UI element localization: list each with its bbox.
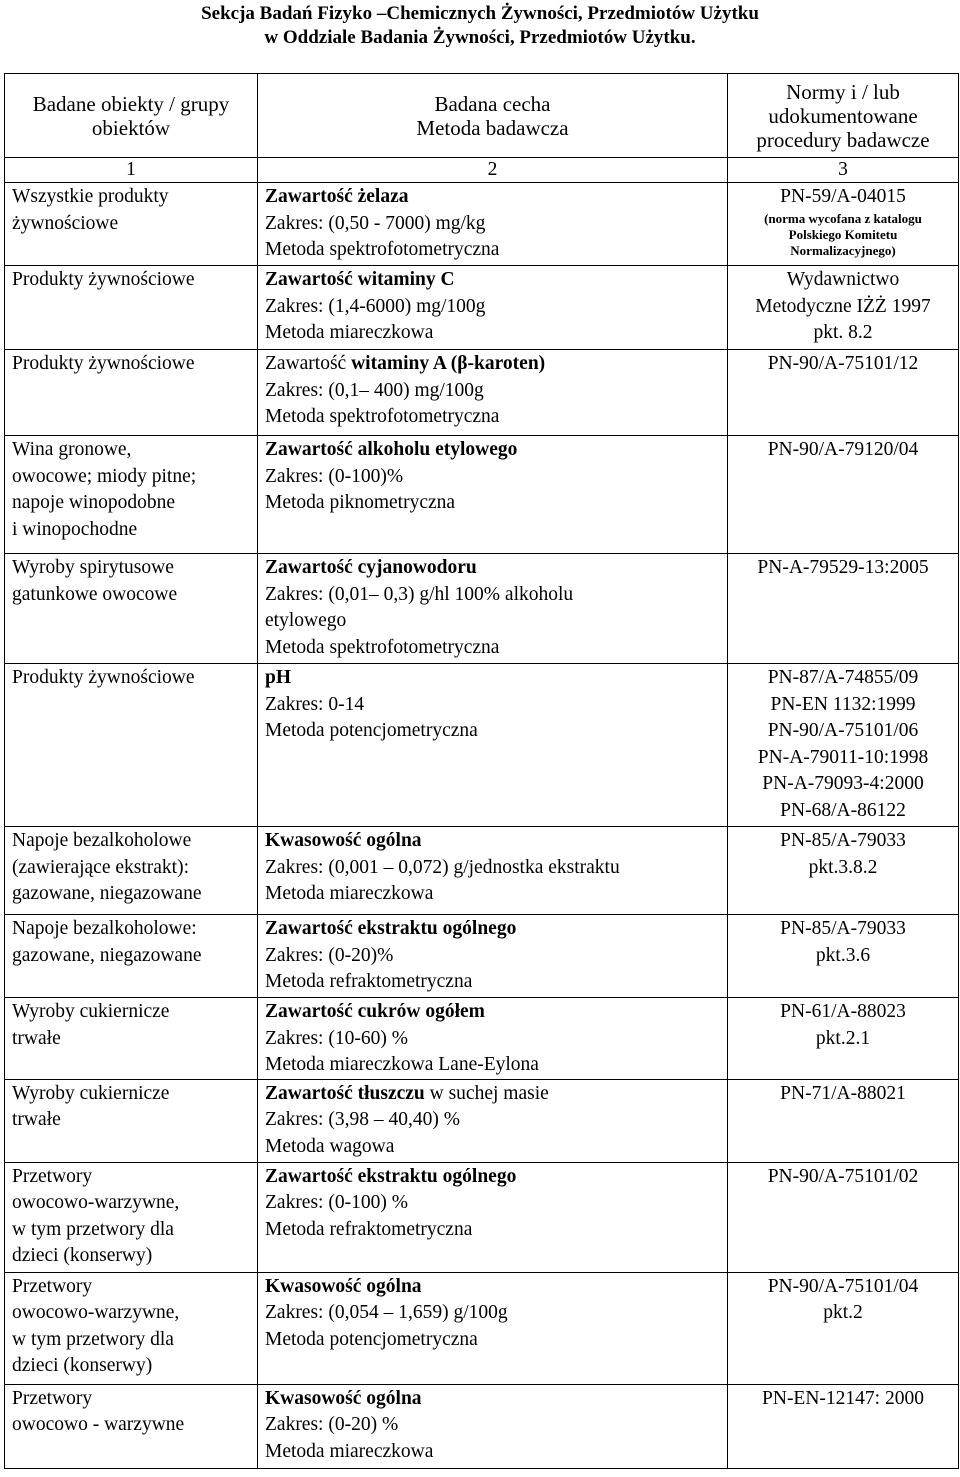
method-details: Zakres: (0-100)% Metoda piknometryczna — [265, 465, 456, 513]
feature-cell — [258, 1272, 728, 1384]
feature-cell — [258, 436, 728, 554]
norm-cell — [728, 183, 959, 266]
feature-cell — [258, 554, 728, 664]
table-row — [5, 436, 959, 554]
norm-reference: PN-90/A-79120/04 — [767, 439, 919, 460]
table-row — [5, 1162, 959, 1272]
object-cell: Przetwory owocowo-warzywne, w tym przetwory dla dzieci (konserwy) — [5, 1162, 258, 1272]
feature-bold: Zawartość żelaza — [265, 186, 409, 207]
method-details: Zakres: (0-100) % Metoda refraktometryczna — [265, 1192, 473, 1240]
column-number-1: 1 — [5, 158, 258, 183]
norm-reference: PN-61/A-88023 pkt.2.1 — [780, 1001, 906, 1049]
feature-cell — [258, 350, 728, 436]
header-feature-method: Badana cecha Metoda badawcza — [258, 74, 728, 158]
method-details: Zakres: (0,01– 0,3) g/hl 100% alkoholu etylowego Metoda spektrofotometryczna — [265, 583, 574, 658]
table-row — [5, 1384, 959, 1468]
title-line-1: Sekcja Badań Fizyko –Chemicznych Żywności, Przedmiotów Użytku — [201, 3, 759, 24]
feature-bold: pH — [265, 667, 292, 688]
feature-bold: Zawartość tłuszczu — [265, 1082, 425, 1104]
feature-name — [265, 828, 721, 855]
feature-bold: Zawartość witaminy C — [265, 269, 455, 290]
feature-cell — [258, 827, 728, 915]
method-details: Zakres: (10-60) % Metoda miareczkowa Lane-Eylona — [265, 1027, 539, 1075]
norm-reference: PN-90/A-75101/12 — [767, 353, 919, 374]
norm-cell — [728, 554, 959, 664]
norm-cell — [728, 1272, 959, 1384]
method-details: Zakres: (0,054 – 1,659) g/100g Metoda potencjometryczna — [265, 1302, 508, 1350]
feature-cell — [258, 998, 728, 1080]
table-row — [5, 827, 959, 915]
feature-cell — [258, 915, 728, 998]
method-details: Zakres: (0,50 - 7000) mg/kg Metoda spektrofotometryczna — [265, 212, 500, 260]
column-number-2: 2 — [258, 158, 728, 183]
object-cell: Wyroby cukiernicze trwałe — [5, 998, 258, 1080]
method-details: Zakres: (3,98 – 40,40) % Metoda wagowa — [265, 1109, 460, 1157]
feature-name — [265, 1164, 721, 1191]
feature-prefix: Zawartość — [265, 353, 352, 374]
feature-name — [265, 999, 721, 1026]
norm-cell — [728, 915, 959, 998]
feature-bold: Zawartość ekstraktu ogólnego — [265, 1165, 517, 1187]
norm-cell — [728, 1079, 959, 1162]
norm-reference: PN-A-79529-13:2005 — [757, 557, 929, 578]
norm-reference: Wydawnictwo Metodyczne IŻŻ 1997 pkt. 8.2 — [755, 269, 931, 343]
norm-reference: PN-85/A-79033 pkt.3.8.2 — [780, 830, 906, 878]
norm-cell — [728, 350, 959, 436]
table-row — [5, 554, 959, 664]
feature-name — [265, 555, 721, 582]
object-cell: Produkty żywnościowe — [5, 664, 258, 827]
table-row — [5, 183, 959, 266]
object-cell: Wyroby spirytusowe gatunkowe owocowe — [5, 554, 258, 664]
feature-suffix: w suchej masie — [424, 1082, 549, 1104]
feature-name — [265, 916, 721, 943]
feature-name — [265, 1386, 721, 1413]
feature-bold: Kwasowość ogólna — [265, 1275, 422, 1297]
table-row — [5, 266, 959, 350]
feature-bold: Zawartość cukrów ogółem — [265, 1001, 485, 1022]
table-row — [5, 998, 959, 1080]
feature-name — [265, 665, 721, 692]
object-cell: Produkty żywnościowe — [5, 350, 258, 436]
norm-cell — [728, 1162, 959, 1272]
norm-cell — [728, 1384, 959, 1468]
feature-cell — [258, 1162, 728, 1272]
header-norms: Normy i / lub udokumentowane procedury badawcze — [728, 74, 959, 158]
feature-bold: witaminy A (β-karoten) — [351, 353, 546, 374]
norm-reference: PN-90/A-75101/04 pkt.2 — [767, 1275, 919, 1323]
method-details: Zakres: (0-20) % Metoda miareczkowa — [265, 1414, 434, 1462]
norm-reference: PN-90/A-75101/02 — [767, 1165, 919, 1187]
method-details: Zakres: (0,001 – 0,072) g/jednostka ekstraktu Metoda miareczkowa — [265, 856, 620, 904]
feature-cell — [258, 266, 728, 350]
feature-cell — [258, 1079, 728, 1162]
norm-cell — [728, 436, 959, 554]
norm-cell — [728, 664, 959, 827]
object-cell: Wyroby cukiernicze trwałe — [5, 1079, 258, 1162]
table-row — [5, 350, 959, 436]
feature-name — [265, 1081, 721, 1108]
feature-cell — [258, 664, 728, 827]
object-cell: Produkty żywnościowe — [5, 266, 258, 350]
method-details: Zakres: 0-14 Metoda potencjometryczna — [265, 693, 478, 741]
feature-bold: Zawartość alkoholu etylowego — [265, 439, 518, 460]
norm-reference: PN-EN-12147: 2000 — [762, 1387, 924, 1409]
feature-cell — [258, 183, 728, 266]
feature-bold: Zawartość ekstraktu ogólnego — [265, 918, 517, 939]
table-row — [5, 1079, 959, 1162]
object-cell: Napoje bezalkoholowe: gazowane, niegazowane — [5, 915, 258, 998]
column-number-3: 3 — [728, 158, 959, 183]
table-row — [5, 915, 959, 998]
methods-table — [4, 73, 959, 1469]
norm-cell — [728, 827, 959, 915]
feature-name — [265, 351, 721, 378]
object-cell: Napoje bezalkoholowe (zawierające ekstrakt): gazowane, niegazowane — [5, 827, 258, 915]
table-row — [5, 664, 959, 827]
method-details: Zakres: (1,4-6000) mg/100g Metoda miareczkowa — [265, 295, 486, 343]
feature-cell — [258, 1384, 728, 1468]
norm-cell — [728, 998, 959, 1080]
feature-bold: Zawartość cyjanowodoru — [265, 557, 477, 578]
feature-name — [265, 184, 721, 211]
norm-reference: PN-85/A-79033 pkt.3.6 — [780, 918, 906, 966]
object-cell: Wina gronowe, owocowe; miody pitne; napoje winopodobne i winopochodne — [5, 436, 258, 554]
method-details: Zakres: (0,1– 400) mg/100g Metoda spektrofotometryczna — [265, 379, 500, 427]
feature-bold: Kwasowość ogólna — [265, 830, 422, 851]
feature-name — [265, 267, 721, 294]
object-cell: Wszystkie produkty żywnościowe — [5, 183, 258, 266]
feature-bold: Kwasowość ogólna — [265, 1387, 422, 1409]
header-objects: Badane obiekty / grupy obiektów — [5, 74, 258, 158]
norm-cell — [728, 266, 959, 350]
method-details: Zakres: (0-20)% Metoda refraktometryczna — [265, 944, 473, 992]
object-cell: Przetwory owocowo-warzywne, w tym przetwory dla dzieci (konserwy) — [5, 1272, 258, 1384]
norm-note: (norma wycofana z katalogu Polskiego Komitetu Normalizacyjnego) — [764, 210, 922, 258]
feature-name — [265, 1274, 721, 1301]
table-row — [5, 1272, 959, 1384]
norm-reference: PN-59/A-04015 — [780, 186, 906, 207]
norm-reference: PN-71/A-88021 — [780, 1082, 906, 1104]
page-title — [0, 2, 960, 50]
norm-reference: PN-87/A-74855/09 PN-EN 1132:1999 PN-90/A-75101/06 PN-A-79011-10:1998 PN-A-79093-4:2000 PN-68/A-86122 — [757, 667, 929, 821]
object-cell: Przetwory owocowo - warzywne — [5, 1384, 258, 1468]
feature-name — [265, 437, 721, 464]
title-line-2: w Oddziale Badania Żywności, Przedmiotów Użytku. — [264, 27, 696, 48]
